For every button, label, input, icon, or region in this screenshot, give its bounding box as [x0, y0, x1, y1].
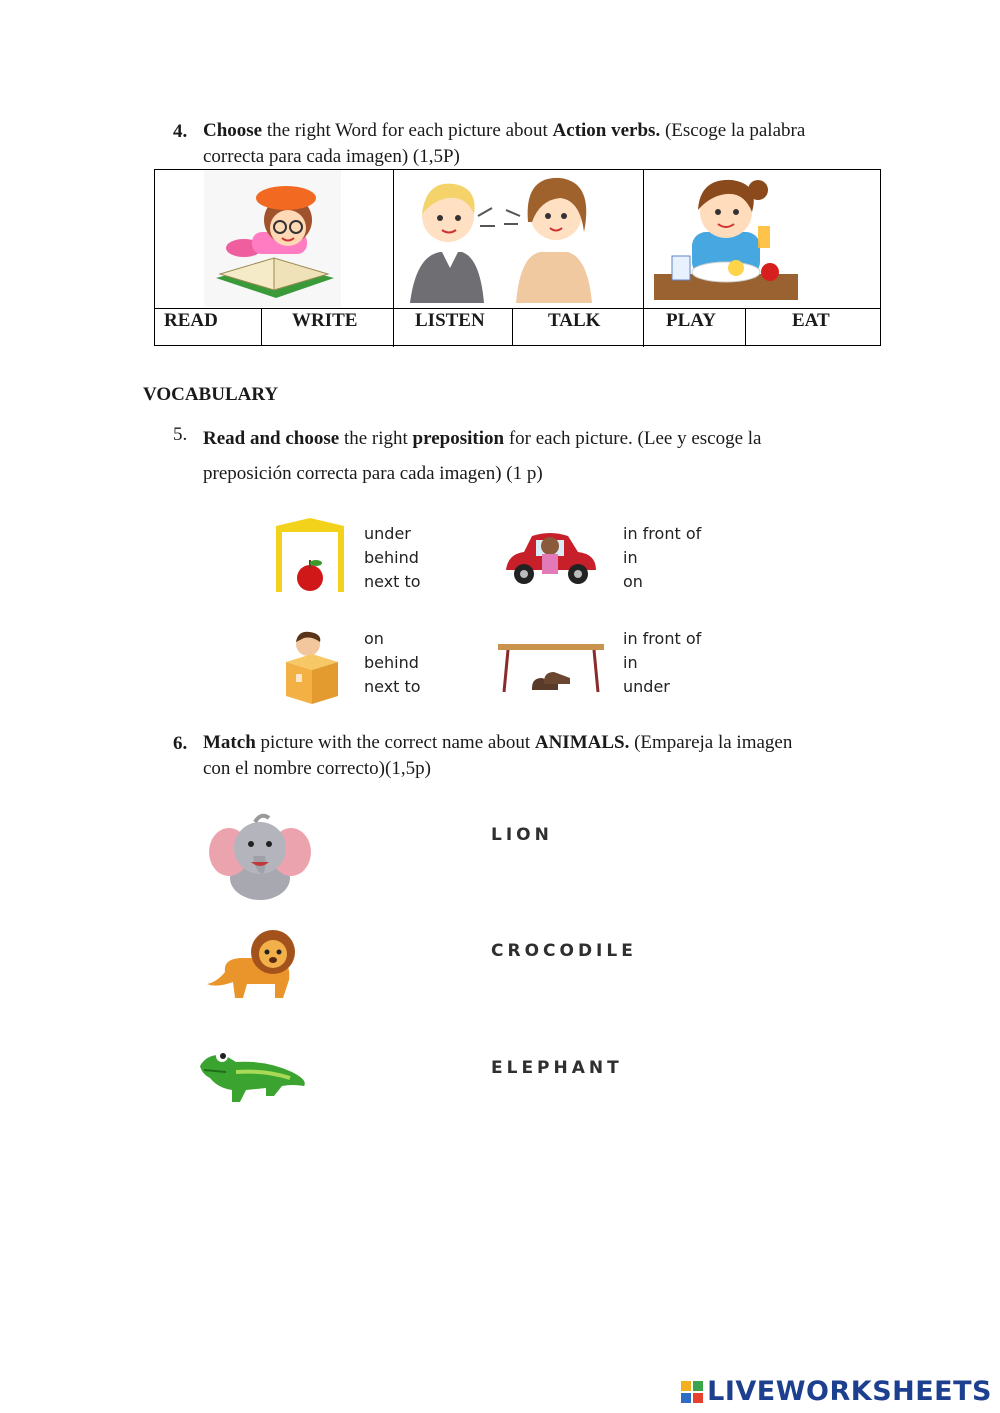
prep-group-2: [623, 522, 701, 594]
q5-bold-read-choose: Read and choose: [203, 428, 340, 449]
girl-eating-picture: [652, 170, 800, 303]
table-col-line: [393, 170, 394, 347]
verb-play[interactable]: PLAY: [666, 310, 716, 331]
q5-number: 5.: [173, 424, 188, 445]
prep-option-under[interactable]: under: [623, 677, 670, 696]
vocabulary-heading: VOCABULARY: [143, 384, 279, 405]
liveworksheets-logo-text: LIVEWORKSHEETS: [707, 1376, 992, 1407]
elephant-picture: [207, 812, 313, 902]
q6-bold-match: Match: [203, 732, 256, 753]
q5-bold-preposition: preposition: [412, 428, 505, 449]
q4-text-2: (Escoge la palabra: [660, 120, 806, 141]
q5-text-line2: preposición correcta para cada imagen) (1 p): [203, 463, 543, 484]
girl-reading-picture: [204, 170, 341, 307]
table-divider: [155, 308, 880, 309]
q4-text-line2: correcta para cada imagen) (1,5P): [203, 146, 460, 167]
table-col-line: [512, 308, 513, 346]
q5-instruction: [203, 421, 883, 491]
table-col-line: [261, 308, 262, 346]
verb-read[interactable]: READ: [164, 310, 218, 331]
q5-text-2: for each picture. (Lee y escoge la: [504, 428, 762, 449]
q6-text-1: picture with the correct name about: [255, 732, 535, 753]
prep-group-1: [364, 522, 421, 594]
prep-group-3: [364, 627, 421, 699]
boy-on-box-picture: [282, 630, 340, 706]
q6-number: 6.: [173, 733, 188, 754]
verb-eat[interactable]: EAT: [792, 310, 830, 331]
prep-option-under[interactable]: under: [364, 524, 411, 543]
prep-option-in-front-of[interactable]: in front of: [623, 524, 702, 543]
q4-bold-choose: Choose: [203, 120, 263, 141]
apple-under-tent-picture: [272, 516, 348, 594]
q4-bold-action-verbs: Action verbs.: [552, 120, 661, 141]
q6-bold-animals: ANIMALS.: [534, 732, 630, 753]
verb-write[interactable]: WRITE: [292, 310, 358, 331]
table-col-line: [643, 170, 644, 347]
prep-group-4: [623, 627, 701, 699]
crocodile-picture: [196, 1042, 310, 1110]
prep-option-on[interactable]: on: [364, 629, 384, 648]
table-col-line: [745, 308, 746, 346]
prep-option-next-to[interactable]: next to: [364, 677, 421, 696]
girl-in-car-picture: [502, 528, 600, 588]
q6-text-line2: con el nombre correcto)(1,5p): [203, 758, 431, 779]
animal-name-crocodile[interactable]: CROCODILE: [491, 941, 637, 961]
prep-option-behind[interactable]: behind: [364, 548, 419, 567]
prep-option-in[interactable]: in: [623, 653, 638, 672]
prep-option-next-to[interactable]: next to: [364, 572, 421, 591]
q6-text-2: (Empareja la imagen: [629, 732, 793, 753]
lion-picture: [203, 928, 299, 1002]
q4-number: 4.: [173, 121, 188, 142]
q4-instruction: [203, 118, 883, 170]
prep-option-on[interactable]: on: [623, 572, 643, 591]
verb-listen[interactable]: LISTEN: [415, 310, 485, 331]
prep-option-behind[interactable]: behind: [364, 653, 419, 672]
prep-option-in-front-of[interactable]: in front of: [623, 629, 702, 648]
liveworksheets-logo: [681, 1376, 992, 1407]
liveworksheets-logo-icon: [681, 1381, 703, 1403]
prep-option-in[interactable]: in: [623, 548, 638, 567]
shoes-under-table-picture: [498, 644, 604, 694]
animal-name-lion[interactable]: LION: [491, 825, 553, 845]
q5-text-1: the right: [339, 428, 413, 449]
q6-instruction: [203, 730, 883, 782]
verb-talk[interactable]: TALK: [548, 310, 601, 331]
q4-text-1: the right Word for each picture about: [262, 120, 553, 141]
people-talking-picture: [400, 170, 600, 303]
animal-name-elephant[interactable]: ELEPHANT: [491, 1058, 623, 1078]
